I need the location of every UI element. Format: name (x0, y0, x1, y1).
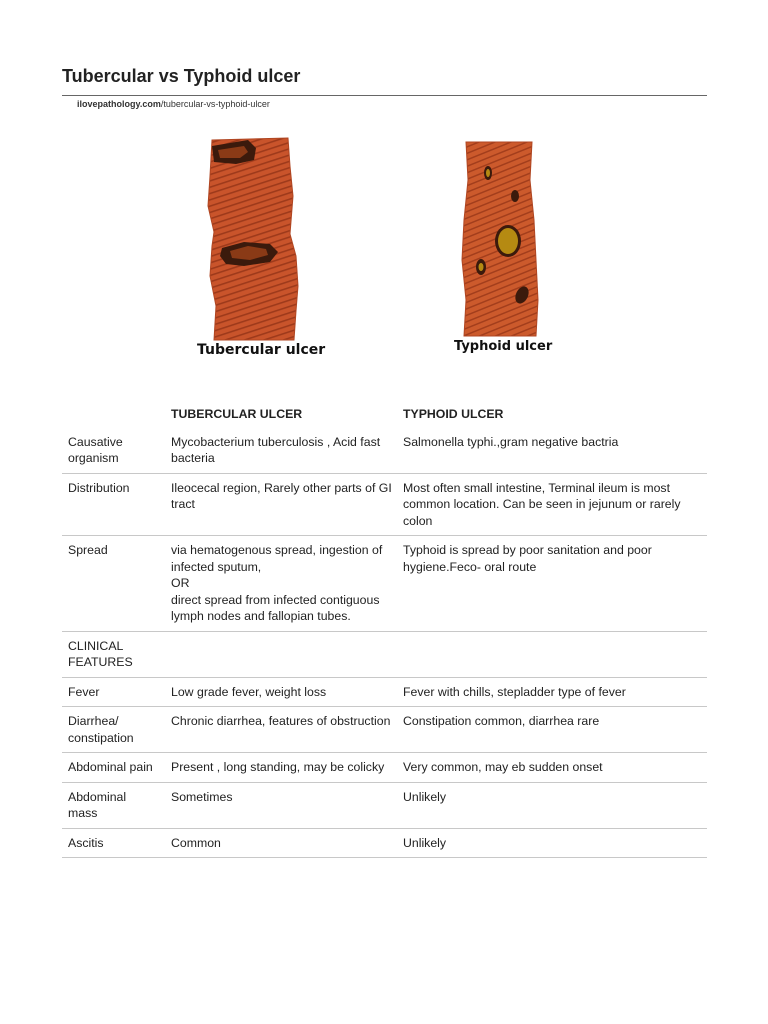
typhoid-cell: Very common, may eb sudden onset (397, 753, 707, 783)
cell-line: direct spread from infected contiguous lymph nodes and fallopian tubes. (171, 592, 380, 623)
typhoid-cell: Typhoid is spread by poor sanitation and poor hygiene.Feco- oral route (397, 536, 707, 632)
typhoid-cell: Salmonella typhi.,gram negative bactria (397, 428, 707, 474)
table-row (62, 428, 707, 474)
feature-cell: Abdominal pain (62, 753, 165, 783)
feature-cell: Diarrhea/ constipation (62, 707, 165, 753)
page-title: Tubercular vs Typhoid ulcer (62, 66, 301, 86)
tubercular-cell: Present , long standing, may be colicky (165, 753, 397, 783)
tubercular-cell: Sometimes (165, 782, 397, 828)
feature-cell: Distribution (62, 473, 165, 536)
tubercular-cell: Mycobacterium tuberculosis , Acid fast bacteria (165, 428, 397, 474)
typhoid-cell: Most often small intestine, Terminal ileum is most common location. Can be seen in jejunum or rarely colon (397, 473, 707, 536)
feature-cell: CLINICAL FEATURES (62, 631, 165, 677)
header-feature (62, 401, 165, 428)
feature-cell: Ascitis (62, 828, 165, 858)
table-header-row (62, 401, 707, 428)
typhoid-cell: Constipation common, diarrhea rare (397, 707, 707, 753)
cell-line: via hematogenous spread, ingestion of infected sputum, (171, 543, 383, 574)
feature-cell: Abdominal mass (62, 782, 165, 828)
tubercular-cell (165, 631, 397, 677)
table-row (62, 828, 707, 858)
tubercular-cell: Chronic diarrhea, features of obstruction (165, 707, 397, 753)
table-row (62, 631, 707, 677)
feature-cell: Causative organism (62, 428, 165, 474)
title-divider (62, 95, 707, 96)
table-row (62, 536, 707, 632)
typhoid-ulcer-illustration (458, 140, 542, 340)
table-row (62, 782, 707, 828)
tubercular-caption: Tubercular ulcer (197, 342, 326, 358)
tubercular-cell: Common (165, 828, 397, 858)
typhoid-cell: Fever with chills, stepladder type of fever (397, 677, 707, 707)
tubercular-cell: Low grade fever, weight loss (165, 677, 397, 707)
source-link[interactable] (77, 99, 270, 109)
feature-cell: Spread (62, 536, 165, 632)
feature-cell: Fever (62, 677, 165, 707)
typhoid-cell: Unlikely (397, 828, 707, 858)
typhoid-caption: Typhoid ulcer (454, 339, 553, 354)
header-typhoid: TYPHOID ULCER (403, 407, 504, 421)
cell-line: OR (171, 576, 190, 590)
source-path: /tubercular-vs-typhoid-ulcer (160, 99, 270, 109)
tubercular-cell (165, 536, 397, 632)
tubercular-ulcer-illustration (200, 136, 310, 344)
tubercular-cell: Ileocecal region, Rarely other parts of GI tract (165, 473, 397, 536)
comparison-table (62, 401, 707, 858)
table-row (62, 473, 707, 536)
header-tubercular: TUBERCULAR ULCER (171, 407, 303, 421)
typhoid-cell (397, 631, 707, 677)
table-row (62, 753, 707, 783)
table-row (62, 677, 707, 707)
typhoid-cell: Unlikely (397, 782, 707, 828)
source-domain: ilovepathology.com (77, 99, 161, 109)
table-row (62, 707, 707, 753)
